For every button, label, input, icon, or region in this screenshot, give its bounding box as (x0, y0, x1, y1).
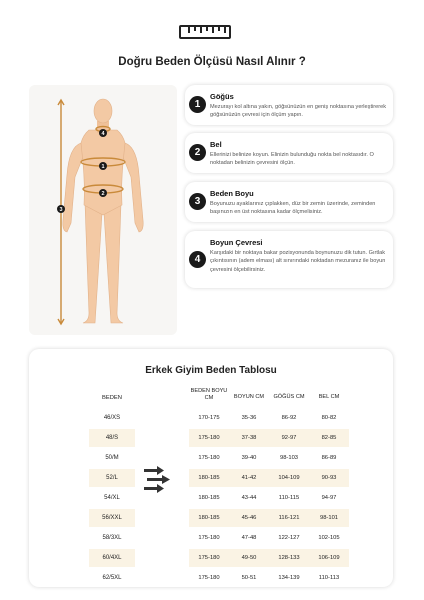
table-row (189, 549, 349, 567)
size-cell: 54/XL (104, 495, 120, 501)
body-figure-illustration (29, 85, 177, 335)
table-cell: 122-127 (278, 535, 300, 541)
step-description: Boyunuzu ayaklarınız çıplakken, düz bir zemin üzerinde, zeminden başınızın en üst noktasına kadar ölçmelisiniz. (210, 201, 376, 216)
svg-text:2: 2 (101, 191, 105, 198)
size-table-card (29, 349, 393, 587)
step-card-neck (185, 231, 393, 288)
step-number: 1 (189, 96, 206, 113)
step-title: Göğüs (210, 92, 234, 101)
table-row (189, 409, 349, 427)
step-card-chest (185, 85, 393, 125)
step-description: Ellerinizi belinize koyun. Elinizin bulunduğu nokta bel noktasıdır. O noktadan belinizin çevresini ölçün. (210, 152, 374, 167)
table-cell: 86-92 (281, 415, 297, 421)
table-cell: 175-180 (198, 555, 220, 561)
table-row (189, 469, 349, 487)
step-title: Beden Boyu (210, 189, 254, 198)
size-column (89, 387, 135, 589)
table-cell: 116-121 (278, 515, 300, 521)
svg-text:4: 4 (101, 131, 105, 138)
table-cell: 50-51 (241, 575, 257, 581)
size-cell: 52/L (89, 469, 135, 487)
table-cell: 80-82 (321, 415, 337, 421)
table-cell: 175-180 (198, 575, 220, 581)
table-cell: 175-180 (198, 455, 220, 461)
page-title: Doğru Beden Ölçüsü Nasıl Alınır ? (118, 56, 306, 68)
step-number: 4 (189, 251, 206, 268)
step-number: 2 (189, 144, 206, 161)
table-cell: 134-139 (278, 575, 300, 581)
table-cell: 128-133 (278, 555, 300, 561)
table-cell: 175-180 (198, 435, 220, 441)
arrows-right-icon (141, 465, 173, 497)
table-row (189, 429, 349, 447)
step-number: 3 (189, 193, 206, 210)
table-cell: 104-109 (278, 475, 300, 481)
size-cell: 60/4XL (89, 549, 135, 567)
table-cell: 82-85 (321, 435, 337, 441)
size-cell: 46/XS (103, 415, 121, 421)
table-cell: 39-40 (241, 455, 257, 461)
table-cell: 86-89 (321, 455, 337, 461)
table-cell: 170-175 (198, 415, 220, 421)
measurement-table (189, 387, 349, 589)
table-cell: 41-42 (241, 475, 257, 481)
table-cell: 180-185 (198, 475, 220, 481)
column-header-neck: BOYUN CM (233, 394, 265, 400)
table-cell: 90-93 (321, 475, 337, 481)
table-header-row (189, 387, 349, 409)
table-cell: 110-113 (318, 575, 340, 581)
step-description: Mezurayı kol altına yakın, göğsünüzün en geniş noktasına yerleştirerek göğsünüzün çevresi için ölçüm yapın. (210, 104, 386, 119)
table-cell: 106-109 (318, 555, 340, 561)
table-row (189, 449, 349, 467)
svg-text:1: 1 (101, 164, 105, 171)
step-description: Karşıdaki bir noktaya bakar pozisyonunda boynunuzu dik tutun. Gırtlak çıkıntısının (adem elması) alt sınırındaki noktadan mezuranız ile boyun çevresini ölçebilirsiniz. (210, 250, 386, 273)
size-cell: 56/XXL (89, 509, 135, 527)
table-cell: 110-115 (278, 495, 300, 501)
table-cell: 92-97 (281, 435, 297, 441)
table-cell: 43-44 (241, 495, 257, 501)
table-row (189, 489, 349, 507)
column-header-waist: BEL CM (318, 394, 340, 400)
table-cell: 45-46 (241, 515, 257, 521)
table-cell: 98-101 (319, 515, 339, 521)
size-cell: 62/5XL (102, 575, 122, 581)
table-cell: 94-97 (321, 495, 337, 501)
table-cell: 47-48 (241, 535, 257, 541)
ruler-icon (179, 25, 231, 39)
table-cell: 102-105 (318, 535, 340, 541)
table-cell: 37-38 (241, 435, 257, 441)
column-header-height: BEDEN BOYU CM (190, 388, 228, 401)
step-title: Boyun Çevresi (210, 238, 263, 247)
table-row (189, 529, 349, 547)
table-row (189, 509, 349, 527)
column-header-chest: GÖĞÜS CM (273, 394, 305, 400)
size-column-header: BEDEN (102, 395, 122, 401)
size-cell: 58/3XL (102, 535, 122, 541)
step-card-waist (185, 133, 393, 173)
table-cell: 98-103 (279, 455, 299, 461)
size-cell: 50/M (105, 455, 119, 461)
table-row (189, 569, 349, 587)
table-cell: 175-180 (198, 535, 220, 541)
step-card-height (185, 182, 393, 222)
table-cell: 180-185 (198, 515, 220, 521)
body-figure-card (29, 85, 177, 335)
step-title: Bel (210, 140, 222, 149)
table-cell: 49-50 (241, 555, 257, 561)
size-cell: 48/S (89, 429, 135, 447)
size-table-title: Erkek Giyim Beden Tablosu (145, 365, 277, 376)
table-cell: 180-185 (198, 495, 220, 501)
table-cell: 35-36 (241, 415, 257, 421)
svg-text:3: 3 (59, 207, 63, 214)
